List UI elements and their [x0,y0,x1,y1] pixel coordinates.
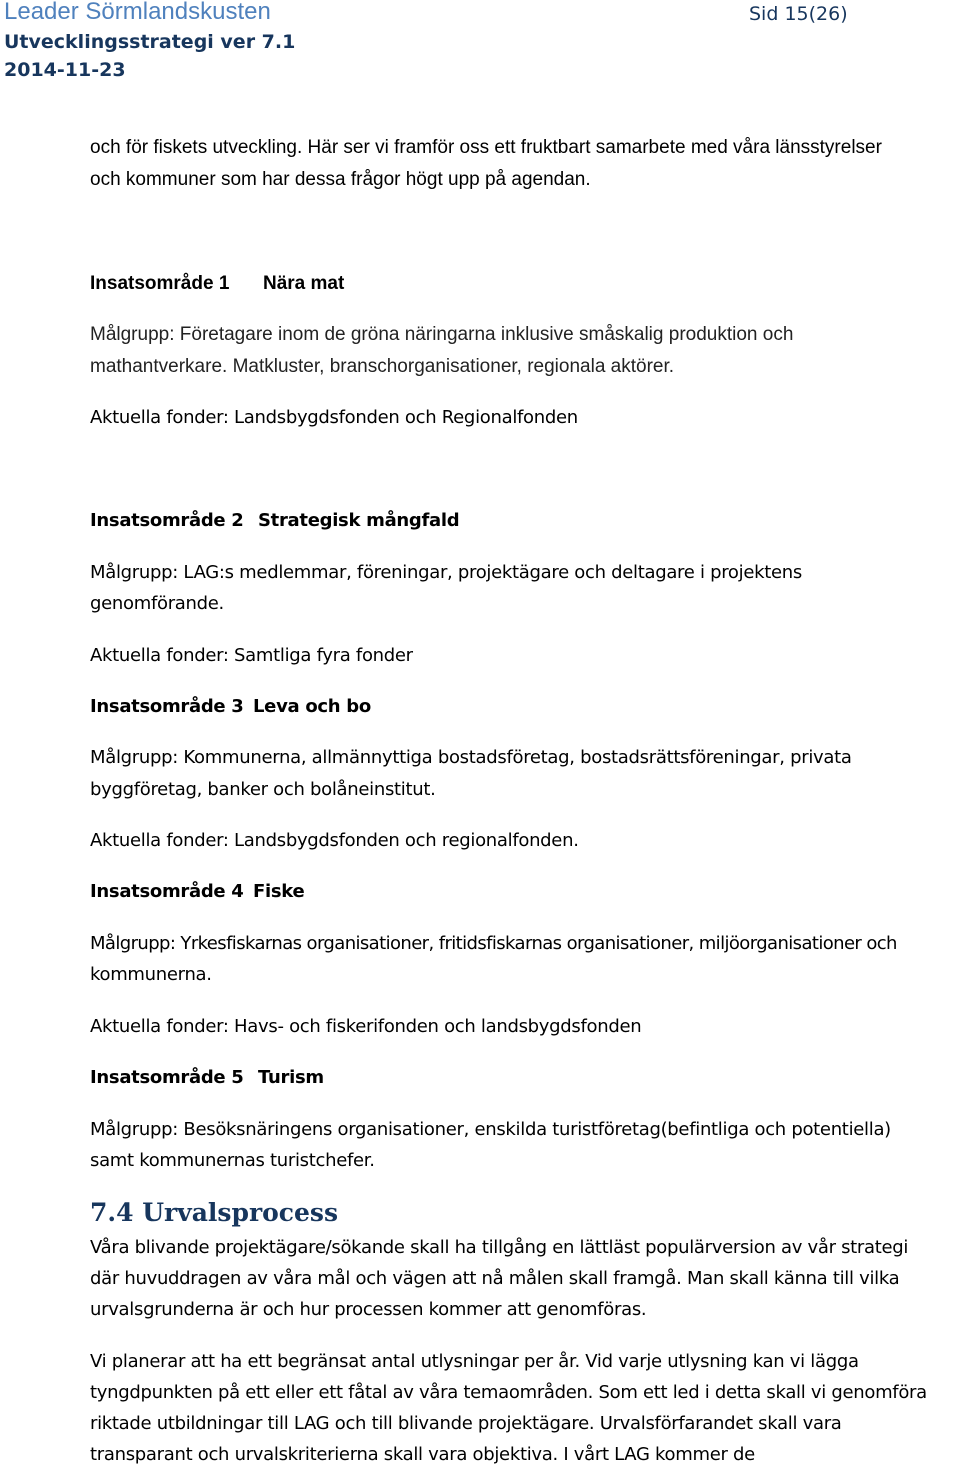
header-title: Leader Sörmlandskusten [4,0,271,25]
section-paragraph-line: tyngdpunkten på ett eller ett fåtal av våra temaområden. Som ett led i detta skall vi genomföra [90,1382,927,1403]
area-3-target: byggföretag, banker och bolåneinstitut. [90,779,436,800]
section-heading: 7.4 Urvalsprocess [90,1198,339,1227]
area-2-name: Strategisk mångfald [258,510,460,531]
intro-line: och för fiskets utveckling. Här ser vi framför oss ett fruktbart samarbete med våra länsstyrelser [90,137,882,158]
section-paragraph-line: Vi planerar att ha ett begränsat antal utlysningar per år. Vid varje utlysning kan vi lägga [90,1351,859,1372]
area-5-label: Insatsområde 5 [90,1067,244,1088]
intro-line: och kommuner som har dessa frågor högt upp på agendan. [90,169,591,190]
section-paragraph-line: Våra blivande projektägare/sökande skall ha tillgång en lättläst populärversion av vår strategi [90,1237,909,1258]
area-3-target: Målgrupp: Kommunerna, allmännyttiga bostadsföretag, bostadsrättsföreningar, privata [90,747,852,768]
area-5-name: Turism [258,1067,324,1088]
area-3-name: Leva och bo [253,696,371,717]
header-date: 2014-11-23 [4,59,126,81]
page-number: Sid 15(26) [749,3,848,25]
area-2-target: genomförande. [90,593,224,614]
area-2-target: Målgrupp: LAG:s medlemmar, föreningar, projektägare och deltagare i projektens [90,562,802,583]
area-4-name: Fiske [253,881,305,902]
area-2-label: Insatsområde 2 [90,510,244,531]
area-1-target: Målgrupp: Företagare inom de gröna näringarna inklusive småskalig produktion och [90,324,794,345]
area-4-target: kommunerna. [90,964,212,985]
section-paragraph-line: transparant och urvalskriterierna skall vara objektiva. I vårt LAG kommer de [90,1444,755,1465]
area-5-target: Målgrupp: Besöksnäringens organisationer, enskilda turistföretag(befintliga och potentiella) [90,1119,891,1140]
area-1-funds: Aktuella fonder: Landsbygdsfonden och Regionalfonden [90,407,578,428]
area-4-label: Insatsområde 4 [90,881,244,902]
area-2-funds: Aktuella fonder: Samtliga fyra fonder [90,645,413,666]
section-paragraph-line: där huvuddragen av våra mål och vägen att nå målen skall framgå. Man skall känna till vilka [90,1268,900,1289]
area-4-funds: Aktuella fonder: Havs- och fiskerifonden och landsbygdsfonden [90,1016,642,1037]
area-1-name: Nära mat [263,273,345,294]
section-paragraph-line: urvalsgrunderna är och hur processen kommer att genomföras. [90,1299,647,1320]
area-1-label: Insatsområde 1 [90,273,230,294]
section-paragraph-line: riktade utbildningar till LAG och till blivande projektägare. Urvalsförfarandet skall vara [90,1413,842,1434]
area-3-funds: Aktuella fonder: Landsbygdsfonden och regionalfonden. [90,830,579,851]
area-5-target: samt kommunernas turistchefer. [90,1150,375,1171]
area-1-target: mathantverkare. Matkluster, branschorganisationer, regionala aktörer. [90,356,675,377]
area-4-target: Målgrupp: Yrkesfiskarnas organisationer, fritidsfiskarnas organisationer, miljöorganisationer och [90,933,897,954]
header-subtitle: Utvecklingsstrategi ver 7.1 [4,31,296,53]
area-3-label: Insatsområde 3 [90,696,244,717]
